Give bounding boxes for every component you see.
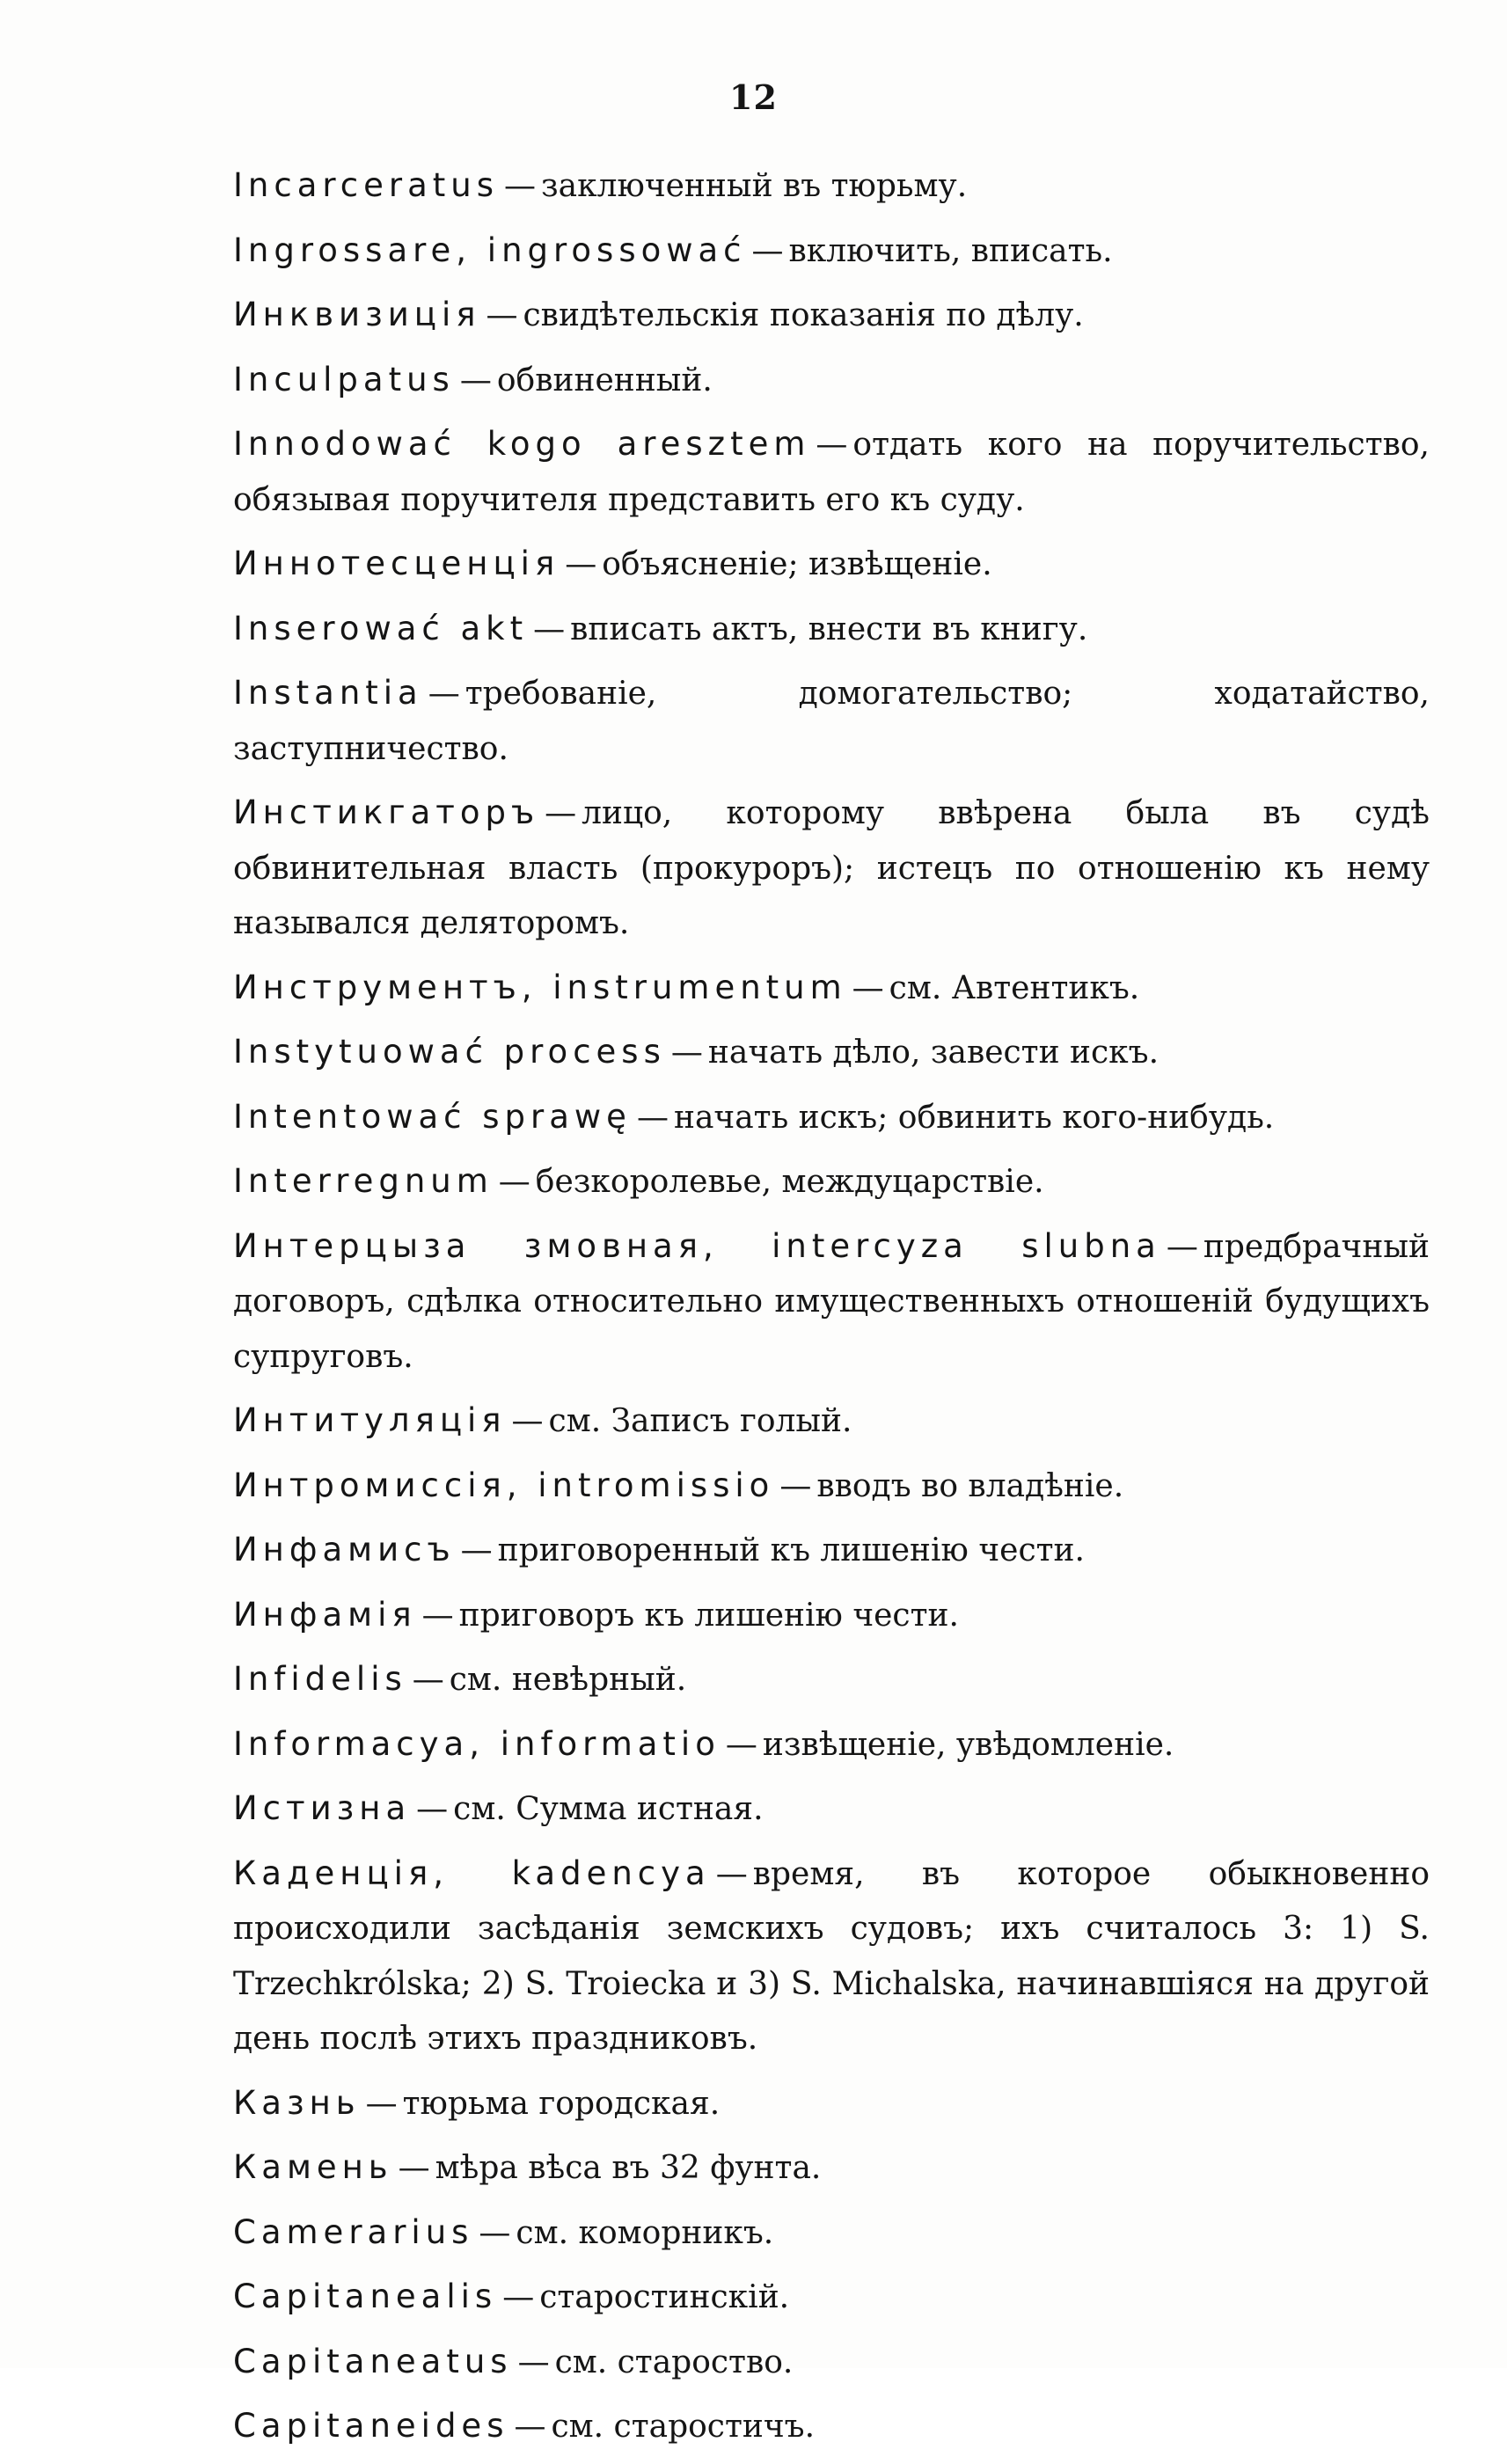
entry-dash: —	[670, 1035, 703, 1071]
entry-dash: —	[428, 676, 460, 712]
entry-definition: включить, вписать.	[788, 232, 1113, 269]
entry-definition: время, въ которое обыкновенно происходили засѣданія земскихъ судовъ; ихъ считалось 3: 1) S. Trzechkrólska; 2) S. Troiecka и 3) S. Michalska, начинавшіяся на другой день послѣ этихъ праздниковъ.	[233, 1855, 1430, 2057]
entry-definition: отдать кого на поручительство, обязывая поручителя представить его къ суду.	[233, 427, 1430, 518]
dictionary-entry	[233, 602, 1430, 658]
entry-dash: —	[416, 1791, 449, 1827]
entry-definition: предбрачный договоръ, сдѣлка относительно имущественныхъ отношеній будущихъ супруговъ.	[233, 1228, 1430, 1375]
dictionary-entry	[233, 353, 1430, 409]
entry-dash: —	[545, 795, 577, 831]
entry-definition: начать дѣло, завести искъ.	[707, 1035, 1160, 1071]
entry-dash: —	[479, 2214, 511, 2251]
entry-dash: —	[514, 2409, 546, 2445]
entry-dash: —	[533, 611, 566, 647]
entry-term: Intentować sprawę	[233, 1097, 632, 1136]
entry-term: Incarceratus	[233, 166, 500, 204]
entry-definition: лицо, которому ввѣрена была въ судѣ обвинительная власть (прокуроръ); истецъ по отношенію къ нему назывался деляторомъ.	[233, 795, 1430, 941]
entry-term: Interregnum	[233, 1162, 494, 1200]
entry-term: Казнь	[233, 2083, 361, 2122]
entry-definition: мѣра вѣса въ 32 фунта.	[435, 2150, 822, 2186]
dictionary-entry	[233, 1154, 1430, 1210]
dictionary-entries	[233, 158, 1430, 2464]
entry-definition: извѣщеніе, увѣдомленіе.	[762, 1726, 1174, 1763]
entry-dash: —	[517, 2343, 550, 2380]
entry-definition: свидѣтельскія показанія по дѣлу.	[523, 297, 1084, 333]
entry-term: Infidelis	[233, 1660, 407, 1698]
entry-definition: см. Сумма истная.	[453, 1791, 764, 1827]
dictionary-entry	[233, 786, 1430, 952]
dictionary-entry	[233, 2335, 1430, 2391]
entry-dash: —	[751, 232, 784, 269]
entry-dash: —	[725, 1726, 757, 1763]
entry-dash: —	[498, 1164, 530, 1200]
entry-dash: —	[779, 1467, 812, 1504]
entry-definition: см. Записъ голый.	[548, 1403, 852, 1439]
entry-definition: см. Автентикъ.	[889, 969, 1140, 1006]
entry-term: Inserować akt	[233, 609, 529, 647]
entry-dash: —	[460, 1532, 493, 1568]
entry-dash: —	[511, 1403, 544, 1439]
entry-term: Инстикгаторъ	[233, 793, 540, 831]
dictionary-entry	[233, 1459, 1430, 1515]
entry-term: Capitanealis	[233, 2278, 498, 2315]
dictionary-entry	[233, 1393, 1430, 1450]
entry-term: Informacya, informatio	[233, 1724, 721, 1763]
dictionary-entry	[233, 158, 1430, 215]
entry-dash: —	[502, 2279, 535, 2315]
entry-dash: —	[1166, 1228, 1198, 1265]
entry-term: Инфамисъ	[233, 1531, 456, 1568]
entry-term: Instytuować process	[233, 1033, 666, 1071]
dictionary-entry	[233, 288, 1430, 344]
entry-term: Камень	[233, 2148, 393, 2186]
dictionary-entry	[233, 1025, 1430, 1081]
dictionary-entry	[233, 1523, 1430, 1579]
entry-term: Интромиссія, intromissio	[233, 1466, 775, 1504]
entry-dash: —	[365, 2085, 398, 2122]
dictionary-entry	[233, 1090, 1430, 1146]
entry-term: Inculpatus	[233, 360, 455, 398]
entry-definition: приговоръ къ лишенію чести.	[458, 1597, 959, 1634]
entry-term: Innodować kogo aresztem	[233, 425, 811, 463]
entry-definition: безкоролевье, междуцарствіе.	[535, 1164, 1044, 1200]
entry-term: Camerarius	[233, 2212, 474, 2251]
entry-definition: вписать актъ, внести въ книгу.	[570, 611, 1088, 647]
entry-definition: начать искъ; обвинить кого-нибудь.	[673, 1099, 1275, 1136]
dictionary-entry	[233, 2076, 1430, 2132]
entry-term: Capitaneatus	[233, 2342, 513, 2380]
dictionary-entry	[233, 1717, 1430, 1773]
dictionary-entry	[233, 537, 1430, 593]
entry-dash: —	[459, 362, 492, 398]
entry-definition: см. староство.	[554, 2343, 794, 2380]
dictionary-entry	[233, 1652, 1430, 1708]
dictionary-entry	[233, 2205, 1430, 2262]
entry-definition: см. старостичъ.	[551, 2409, 816, 2445]
page-number: 12	[729, 77, 778, 117]
entry-term: Ingrossare, ingrossować	[233, 230, 747, 269]
dictionary-entry	[233, 2399, 1430, 2455]
entry-term: Instantia	[233, 674, 423, 712]
dictionary-entry	[233, 417, 1430, 528]
entry-term: Capitaneides	[233, 2407, 509, 2445]
entry-dash: —	[486, 297, 518, 333]
dictionary-entry	[233, 2270, 1430, 2326]
entry-definition: старостинскій.	[539, 2279, 790, 2315]
entry-term: Интитуляція	[233, 1401, 507, 1439]
entry-definition: см. коморникъ.	[516, 2214, 774, 2251]
entry-term: Инфамія	[233, 1595, 417, 1634]
entry-definition: тюрьма городская.	[402, 2085, 721, 2122]
dictionary-entry	[233, 1781, 1430, 1838]
entry-dash: —	[421, 1597, 454, 1634]
entry-definition: см. невѣрный.	[449, 1662, 687, 1698]
dictionary-entry	[233, 1219, 1430, 1386]
dictionary-entry	[233, 961, 1430, 1017]
dictionary-entry	[233, 223, 1430, 280]
entry-term: Каденція, kadencya	[233, 1853, 711, 1892]
dictionary-entry	[233, 2140, 1430, 2197]
entry-dash: —	[565, 546, 597, 582]
entry-term: Интерцыза змовная, intercyza slubna	[233, 1226, 1161, 1265]
entry-dash: —	[816, 427, 848, 463]
dictionary-entry	[233, 666, 1430, 777]
dictionary-entry	[233, 1588, 1430, 1644]
entry-dash: —	[504, 168, 537, 204]
entry-term: Иннотесценція	[233, 545, 560, 582]
entry-definition: заключенный въ тюрьму.	[541, 168, 968, 204]
entry-dash: —	[412, 1662, 444, 1698]
entry-term: Истизна	[233, 1789, 412, 1827]
entry-dash: —	[852, 969, 884, 1006]
entry-dash: —	[636, 1099, 669, 1136]
dictionary-entry	[233, 1846, 1430, 2067]
entry-term: Инквизиція	[233, 296, 481, 333]
entry-definition: вводъ во владѣніе.	[816, 1467, 1124, 1504]
entry-definition: приговоренный къ лишенію чести.	[497, 1532, 1085, 1568]
entry-definition: объясненіе; извѣщеніе.	[602, 546, 992, 582]
entry-dash: —	[398, 2150, 430, 2186]
entry-term: Инструментъ, instrumentum	[233, 968, 847, 1006]
entry-definition: обвиненный.	[496, 362, 713, 398]
entry-dash: —	[715, 1855, 748, 1892]
entry-definition: требованіе, домогательство; ходатайство, заступничество.	[233, 676, 1430, 767]
